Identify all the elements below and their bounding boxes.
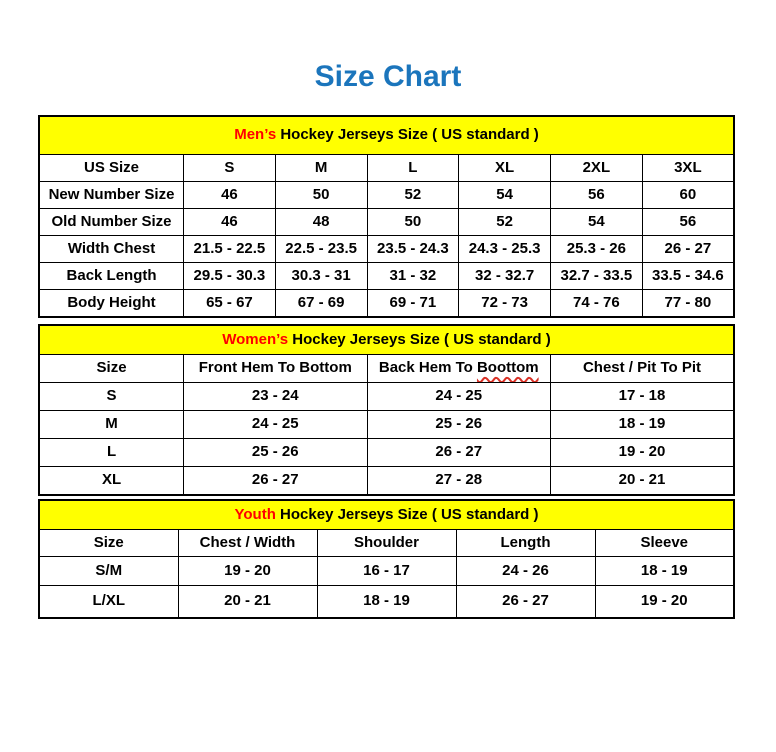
table-row [39,263,734,290]
column-header: Chest / Pit To Pit [550,355,734,383]
table-cell: 31 - 32 [367,263,459,290]
table-cell: 52 [367,182,459,209]
mens-caption-rest: Hockey Jerseys Size ( US standard ) [276,126,539,144]
column-header: Length [456,530,595,557]
table-cell: 19 - 20 [550,439,734,467]
womens-caption-highlight: Women’s [222,330,289,348]
table-cell: 67 - 69 [275,290,367,318]
table-row [39,586,734,619]
table-cell: 26 - 27 [367,439,550,467]
row-label: L/XL [39,586,178,619]
youth-caption-rest: Hockey Jerseys Size ( US standard ) [275,505,539,523]
table-cell: 46 [184,209,276,236]
table-cell: 54 [459,182,551,209]
table-cell: 32 - 32.7 [459,263,551,290]
column-header: Front Hem To Bottom [184,355,367,383]
table-row [39,411,734,439]
table-cell: 77 - 80 [642,290,734,318]
table-cell: 18 - 19 [595,557,734,586]
row-label: S/M [39,557,178,586]
row-label: Width Chest [39,236,184,263]
table-cell: 25 - 26 [184,439,367,467]
table-cell: 46 [184,182,276,209]
table-cell: 17 - 18 [550,383,734,411]
table-cell: 24.3 - 25.3 [459,236,551,263]
table-row [39,236,734,263]
table-cell: 21.5 - 22.5 [184,236,276,263]
table-cell: 65 - 67 [184,290,276,318]
womens-caption [39,325,734,355]
mens-caption-row [39,116,734,155]
column-header: Size [39,355,184,383]
column-header: Sleeve [595,530,734,557]
row-label: L [39,439,184,467]
table-row [39,383,734,411]
table-cell: 72 - 73 [459,290,551,318]
table-cell: 69 - 71 [367,290,459,318]
table-row [39,467,734,496]
misspelled-word: Boottom [476,359,539,377]
mens-caption-highlight: Men’s [234,126,277,144]
row-label: Body Height [39,290,184,318]
womens-caption-rest: Hockey Jerseys Size ( US standard ) [288,330,551,348]
size-chart-content [38,115,735,619]
table-cell: 56 [550,182,642,209]
youth-header-row [39,530,734,557]
table-cell: 48 [275,209,367,236]
table-cell: 20 - 21 [178,586,317,619]
table-cell: 16 - 17 [317,557,456,586]
youth-caption-highlight: Youth [234,505,276,523]
womens-size-table [38,324,735,496]
table-row [39,557,734,586]
row-label: M [39,411,184,439]
mens-caption [39,116,734,155]
table-cell: 19 - 20 [178,557,317,586]
table-cell: 19 - 20 [595,586,734,619]
column-header: S [184,155,276,182]
table-cell: 29.5 - 30.3 [184,263,276,290]
table-cell: 52 [459,209,551,236]
table-cell: 50 [367,209,459,236]
column-header: M [275,155,367,182]
youth-caption [39,500,734,530]
row-label: New Number Size [39,182,184,209]
table-cell: 20 - 21 [550,467,734,496]
table-cell: 24 - 25 [184,411,367,439]
table-cell: 26 - 27 [642,236,734,263]
table-cell: 32.7 - 33.5 [550,263,642,290]
mens-header-row [39,155,734,182]
column-header: 2XL [550,155,642,182]
table-cell: 26 - 27 [184,467,367,496]
table-cell: 33.5 - 34.6 [642,263,734,290]
row-label: Old Number Size [39,209,184,236]
column-header: XL [459,155,551,182]
row-label: S [39,383,184,411]
table-cell: 30.3 - 31 [275,263,367,290]
table-cell: 24 - 25 [367,383,550,411]
table-cell: 56 [642,209,734,236]
table-cell: 23.5 - 24.3 [367,236,459,263]
column-header: L [367,155,459,182]
table-cell: 74 - 76 [550,290,642,318]
table-cell: 50 [275,182,367,209]
table-cell: 18 - 19 [317,586,456,619]
table-row [39,290,734,318]
table-cell: 22.5 - 23.5 [275,236,367,263]
row-label: Back Length [39,263,184,290]
womens-header-row [39,355,734,383]
table-row [39,439,734,467]
column-header: Shoulder [317,530,456,557]
table-row [39,209,734,236]
column-header: 3XL [642,155,734,182]
row-label: XL [39,467,184,496]
mens-size-table [38,115,735,318]
table-cell: 24 - 26 [456,557,595,586]
table-row [39,182,734,209]
table-cell: 25 - 26 [367,411,550,439]
column-header: US Size [39,155,184,182]
table-cell: 60 [642,182,734,209]
column-header: Chest / Width [178,530,317,557]
table-cell: 23 - 24 [184,383,367,411]
table-cell: 18 - 19 [550,411,734,439]
table-cell: 26 - 27 [456,586,595,619]
page-title: Size Chart [314,60,462,93]
column-header: Size [39,530,178,557]
column-header-text: Back Hem To [378,359,477,377]
youth-caption-row [39,500,734,530]
table-cell: 27 - 28 [367,467,550,496]
womens-caption-row [39,325,734,355]
column-header [367,355,550,383]
table-cell: 54 [550,209,642,236]
youth-size-table [38,499,735,619]
table-cell: 25.3 - 26 [550,236,642,263]
